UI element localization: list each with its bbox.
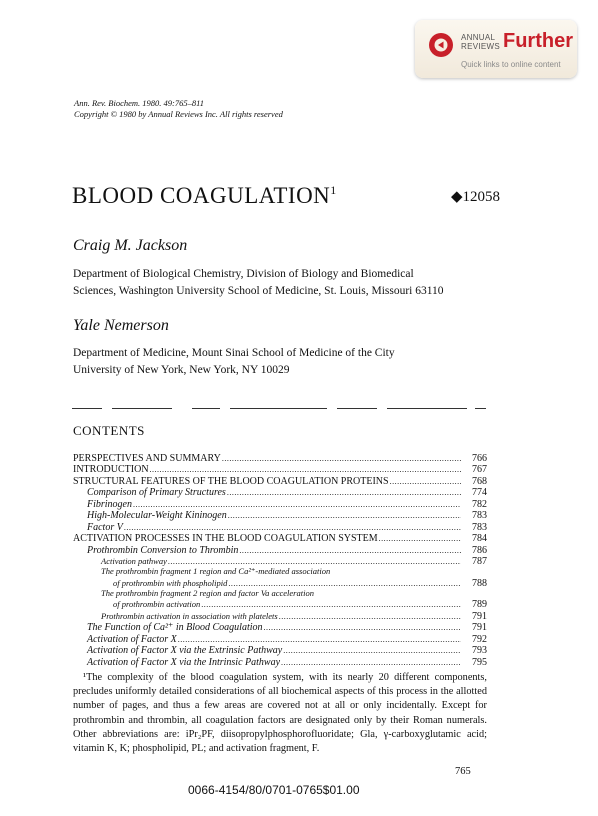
author-name: Yale Nemerson [73, 317, 169, 334]
table-of-contents [73, 452, 487, 668]
toc-label: Prothrombin Conversion to Thrombin [87, 544, 239, 556]
leader-dots [379, 533, 461, 544]
toc-page: 789 [472, 599, 487, 610]
contents-heading: CONTENTS [73, 423, 145, 438]
footnote-text: ¹The complexity of the blood coagulation system, with its nearly 20 different components, precludes uniformly detailed considerations of all biochemical aspects of this process in the allotted number of pages, and thus a few areas are covered not at all or only incidentally. Except for prothrombin and thrombin, all coagulation factors are designated only by their Roman numerals. Other abbreviations are: iPr₂PF, diisopropylphosphorofluoridate; Gla, γ-carboxyglutamic acid; vitamin K, K; phospholipid, PL; and activation fragment, F. [73, 672, 487, 755]
further-word: Further [503, 30, 573, 52]
leader-dots [283, 645, 461, 656]
leader-dots [222, 453, 461, 464]
toc-entry[interactable] [73, 610, 487, 622]
further-banner[interactable] [415, 20, 577, 78]
author-affiliation [73, 266, 444, 300]
toc-label: Activation pathway [101, 556, 167, 566]
leader-dots [239, 545, 461, 556]
toc-entry[interactable] [73, 521, 487, 533]
toc-entry[interactable] [73, 487, 487, 499]
toc-page: 783 [472, 510, 487, 521]
toc-entry[interactable] [73, 498, 487, 510]
toc-label-continuation: of prothrombin with phospholipid [113, 577, 228, 588]
toc-entry[interactable] [73, 452, 487, 464]
toc-page: 792 [472, 633, 487, 645]
brand-name [461, 34, 500, 51]
toc-label: Activation of Factor X [87, 633, 177, 645]
leader-dots [201, 599, 461, 610]
toc-page: 782 [472, 498, 487, 510]
leader-dots [264, 622, 462, 633]
leader-dots [279, 611, 461, 622]
toc-label: Activation of Factor X via the Intrinsic Pathway [87, 656, 281, 668]
toc-entry[interactable] [73, 622, 487, 634]
toc-entry[interactable] [73, 464, 487, 476]
copyright-line: Copyright © 1980 by Annual Reviews Inc. All rights reserved [74, 109, 283, 119]
toc-page: 786 [472, 544, 487, 556]
toc-entry[interactable] [73, 544, 487, 556]
toc-page: 795 [472, 656, 487, 668]
citation-line: Ann. Rev. Biochem. 1980. 49:765–811 [74, 98, 204, 108]
brand-line-1: ANNUAL [461, 33, 496, 42]
banner-subtitle: Quick links to online content [461, 60, 561, 69]
toc-label: Activation of Factor X via the Extrinsic Pathway [87, 645, 283, 656]
leader-dots [178, 634, 461, 645]
toc-label: Factor V [87, 521, 123, 533]
toc-page: 787 [472, 556, 487, 567]
toc-page: 793 [472, 645, 487, 656]
toc-entry[interactable] [73, 656, 487, 668]
affiliation-line: University of New York, New York, NY 10029 [73, 364, 290, 376]
toc-label: ACTIVATION PROCESSES IN THE BLOOD COAGULATION SYSTEM [73, 533, 378, 544]
leader-dots [228, 510, 461, 521]
toc-entry[interactable] [73, 633, 487, 645]
article-title [72, 183, 337, 209]
toc-page: 783 [472, 521, 487, 533]
toc-entry[interactable] [73, 510, 487, 522]
leader-dots [150, 464, 461, 475]
section-divider [72, 408, 486, 410]
toc-entry-continuation[interactable] [73, 599, 487, 611]
toc-label: STRUCTURAL FEATURES OF THE BLOOD COAGULATION PROTEINS [73, 475, 389, 487]
toc-page: 766 [472, 452, 487, 464]
leader-dots [281, 657, 461, 668]
annual-reviews-logo-icon [428, 32, 454, 58]
page-number: 765 [455, 766, 471, 777]
toc-page: 791 [472, 610, 487, 622]
toc-label: Prothrombin activation in association with platelets [101, 610, 278, 621]
toc-entry-first-line[interactable] [73, 567, 487, 577]
toc-label: The prothrombin fragment 2 region and factor Va acceleration [101, 587, 314, 598]
toc-entry-first-line[interactable] [73, 589, 487, 599]
toc-page: 788 [472, 577, 487, 589]
leader-dots [227, 487, 461, 498]
leader-dots [390, 476, 461, 487]
toc-label: Fibrinogen [87, 498, 132, 510]
leader-dots [133, 499, 461, 510]
toc-label: The Function of Ca²⁺ in Blood Coagulation [87, 622, 263, 633]
toc-label-continuation: of prothrombin activation [113, 599, 201, 609]
toc-page: 767 [472, 464, 487, 475]
footnote [73, 671, 487, 756]
toc-entry[interactable] [73, 533, 487, 545]
toc-label: PERSPECTIVES AND SUMMARY [73, 452, 221, 464]
issn-line: 0066-4154/80/0701-0765$01.00 [188, 783, 360, 797]
title-text: BLOOD COAGULATION [72, 183, 331, 208]
toc-label: INTRODUCTION [73, 464, 149, 475]
leader-dots [124, 522, 461, 533]
toc-label: High-Molecular-Weight Kininogen [87, 510, 227, 521]
affiliation-line: Department of Medicine, Mount Sinai School of Medicine of the City [73, 347, 395, 359]
toc-entry[interactable] [73, 645, 487, 657]
toc-page: 791 [472, 622, 487, 633]
author-affiliation [73, 345, 395, 379]
affiliation-line: Department of Biological Chemistry, Division of Biology and Biomedical [73, 268, 414, 280]
toc-page: 768 [472, 475, 487, 487]
toc-label: Comparison of Primary Structures [87, 487, 226, 498]
title-footnote-mark: 1 [330, 183, 337, 197]
toc-page: 774 [472, 487, 487, 498]
toc-entry[interactable] [73, 475, 487, 487]
toc-page: 784 [472, 533, 487, 544]
brand-line-2: REVIEWS [461, 41, 500, 51]
toc-label: The prothrombin fragment 1 region and Ca²⁺-mediated association [101, 566, 331, 576]
document-code: ◆12058 [451, 189, 501, 205]
author-name: Craig M. Jackson [73, 237, 188, 254]
affiliation-line: Sciences, Washington University School of Medicine, St. Louis, Missouri 63110 [73, 285, 444, 297]
